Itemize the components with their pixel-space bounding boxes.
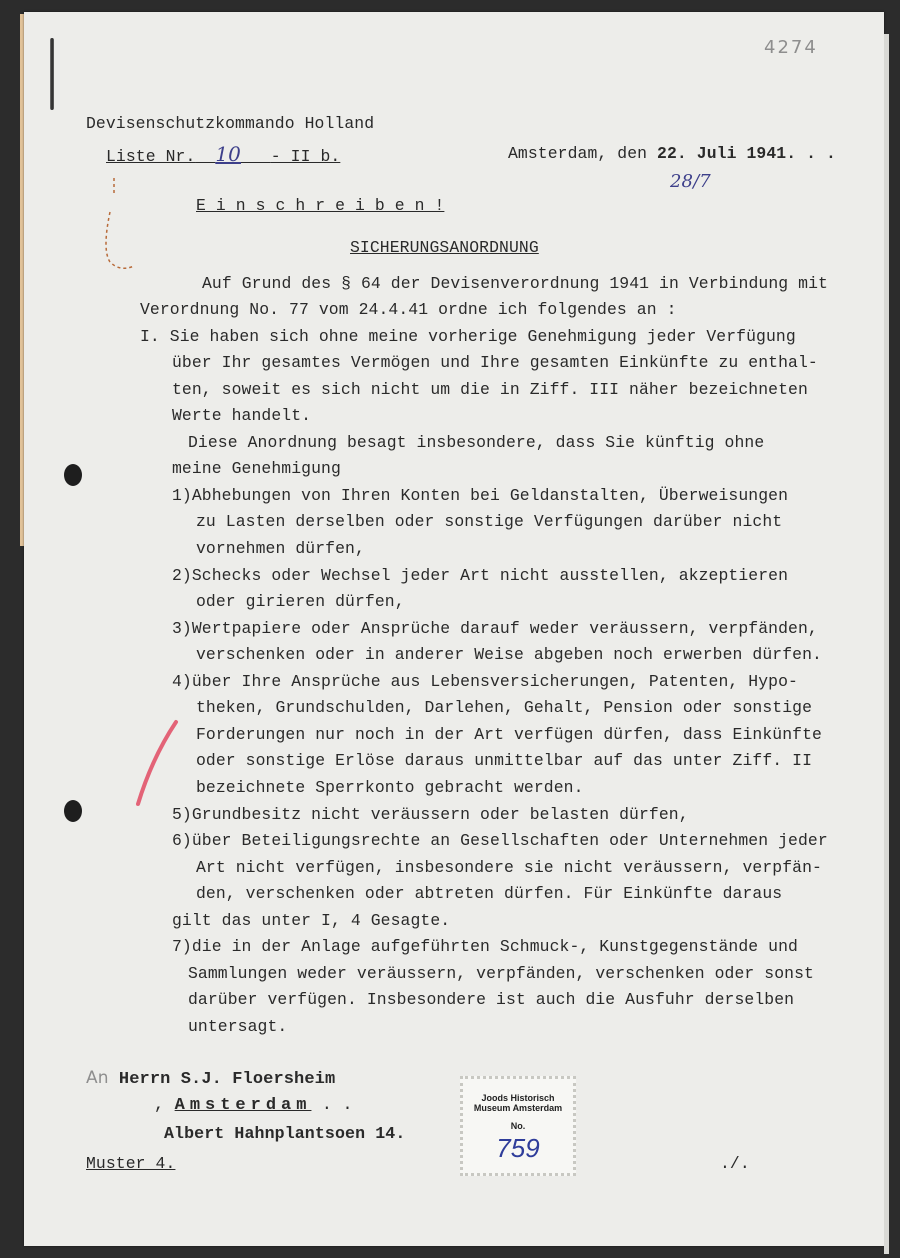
city-dots: . . bbox=[321, 1096, 353, 1115]
item-4-line-5: bezeichnete Sperrkonto gebracht werden. bbox=[196, 778, 584, 797]
item-6-line-1: 6)über Beteiligungsrechte an Gesellschaften oder Unternehmen jeder bbox=[172, 831, 828, 850]
section-1-line-2: über Ihr gesamtes Vermögen und Ihre gesamten Einkünfte zu enthal- bbox=[172, 353, 818, 372]
item-6-line-3: den, verschenken oder abtreten dürfen. Für Einkünfte daraus bbox=[196, 884, 783, 903]
registered-mail bbox=[196, 198, 444, 214]
form-label: Muster 4. bbox=[86, 1154, 176, 1173]
item-7-line-1: 7)die in der Anlage aufgeführten Schmuck-, Kunstgegenstände und bbox=[172, 937, 798, 956]
list-line bbox=[106, 142, 341, 166]
document-page bbox=[24, 12, 884, 1246]
item-5-line-1: 5)Grundbesitz nicht veräussern oder belasten dürfen, bbox=[172, 805, 689, 824]
item-6-tail: gilt das unter I, 4 Gesagte. bbox=[172, 911, 451, 930]
red-margin-mark bbox=[128, 718, 188, 814]
handwritten-date-note: 28/7 bbox=[670, 171, 711, 192]
list-suffix: - II b. bbox=[270, 147, 341, 166]
intro-line-1: Auf Grund des § 64 der Devisenverordnung 1941 in Verbindung mit bbox=[202, 274, 828, 293]
item-7-line-2: Sammlungen weder veräussern, verpfänden, verschenken oder sonst bbox=[188, 964, 814, 983]
city-lead: , bbox=[154, 1096, 165, 1115]
punch-hole-top bbox=[64, 464, 82, 486]
list-label: Liste Nr. bbox=[106, 147, 196, 166]
recipient-name: Herrn S.J. Floersheim bbox=[118, 1070, 336, 1089]
recipient-street: Albert Hahnplantsoen 14. bbox=[164, 1124, 406, 1143]
item-3-line-2: verschenken oder in anderer Weise abgeben noch erwerben dürfen. bbox=[196, 645, 822, 664]
form-number bbox=[86, 1156, 175, 1172]
address-city-line bbox=[154, 1098, 353, 1114]
sender: Devisenschutzkommando Holland bbox=[86, 114, 375, 133]
list-number: 10 bbox=[215, 142, 241, 166]
archive-pencil-number: 4274 bbox=[764, 37, 818, 58]
staple bbox=[50, 38, 54, 110]
section-1-line-4: Werte handelt. bbox=[172, 406, 312, 425]
recipient-city: Amsterdam bbox=[174, 1096, 312, 1115]
punch-hole-bottom bbox=[64, 800, 82, 822]
item-4-line-2: theken, Grundschulden, Darlehen, Gehalt, Pension oder sonstige bbox=[196, 698, 813, 717]
registered-text: E i n s c h r e i b e n ! bbox=[196, 196, 445, 215]
stamp-number: 759 bbox=[496, 1133, 540, 1163]
museum-stamp bbox=[460, 1076, 576, 1176]
place-date bbox=[508, 146, 836, 162]
item-1-line-1: 1)Abhebungen von Ihren Konten bei Geldanstalten, Überweisungen bbox=[172, 486, 789, 505]
address-prefix: An bbox=[86, 1068, 109, 1088]
section-1-line-1: I. Sie haben sich ohne meine vorherige Genehmigung jeder Verfügung bbox=[140, 327, 796, 346]
item-2-line-2: oder girieren dürfen, bbox=[196, 592, 405, 611]
item-4-line-3: Forderungen nur noch in der Art verfügen dürfen, dass Einkünfte bbox=[196, 725, 822, 744]
item-3-line-1: 3)Wertpapiere oder Ansprüche darauf weder veräussern, verpfänden, bbox=[172, 619, 818, 638]
stamp-line-1: Joods Historisch bbox=[481, 1093, 555, 1103]
section-1-cont-line-1: Diese Anordnung besagt insbesondere, dass Sie künftig ohne bbox=[188, 433, 765, 452]
item-1-line-2: zu Lasten derselben oder sonstige Verfügungen darüber nicht bbox=[196, 512, 783, 531]
section-1-line-3: ten, soweit es sich nicht um die in Ziff. III näher bezeichneten bbox=[172, 380, 808, 399]
address-name-line bbox=[86, 1070, 335, 1088]
continued-mark: ./. bbox=[720, 1154, 750, 1173]
stamp-no-label: No. bbox=[510, 1121, 526, 1131]
item-6-line-2: Art nicht verfügen, insbesondere sie nicht veräussern, verpfän- bbox=[196, 858, 822, 877]
item-7-line-4: untersagt. bbox=[188, 1017, 288, 1036]
section-1-cont-line-2: meine Genehmigung bbox=[172, 459, 341, 478]
item-1-line-3: vornehmen dürfen, bbox=[196, 539, 365, 558]
intro-line-2: Verordnung No. 77 vom 24.4.41 ordne ich folgendes an : bbox=[140, 300, 677, 319]
date: 22. Juli 1941. . . bbox=[657, 144, 836, 163]
page-edge bbox=[884, 34, 889, 1254]
item-7-line-3: darüber verfügen. Insbesondere ist auch die Ausfuhr derselben bbox=[188, 990, 795, 1009]
item-4-line-1: 4)über Ihre Ansprüche aus Lebensversicherungen, Patenten, Hypo- bbox=[172, 672, 798, 691]
stamp-line-2: Museum Amsterdam bbox=[473, 1103, 563, 1113]
document-title: SICHERUNGSANORDNUNG bbox=[350, 238, 539, 257]
item-2-line-1: 2)Schecks oder Wechsel jeder Art nicht ausstellen, akzeptieren bbox=[172, 566, 789, 585]
pencil-bracket-mark bbox=[80, 172, 140, 272]
item-4-line-4: oder sonstige Erlöse daraus unmittelbar auf das unter Ziff. II bbox=[196, 751, 813, 770]
place-date-prefix: Amsterdam, den bbox=[508, 144, 648, 163]
